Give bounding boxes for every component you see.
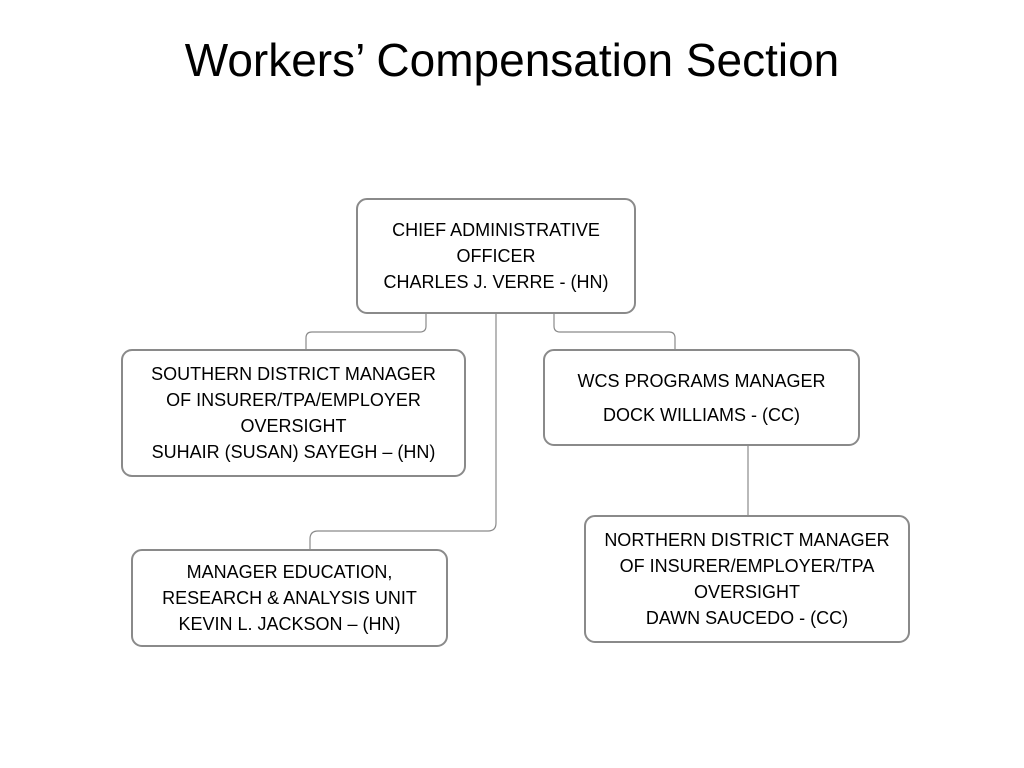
node-line: OVERSIGHT [693, 582, 800, 602]
node-line: OVERSIGHT [240, 416, 347, 436]
node-line: WCS PROGRAMS MANAGER [577, 370, 826, 391]
org-node-southern-district-manager [121, 349, 466, 477]
node-line: DAWN SAUCEDO - (CC) [645, 608, 849, 628]
node-line: KEVIN L. JACKSON – (HN) [178, 614, 401, 634]
page-title: Workers’ Compensation Section [184, 34, 840, 86]
node-line: DOCK WILLIAMS - (CC) [602, 404, 800, 425]
node-line: CHIEF ADMINISTRATIVE [392, 220, 600, 240]
node-line: RESEARCH & ANALYSIS UNIT [162, 588, 417, 608]
node-line: SUHAIR (SUSAN) SAYEGH – (HN) [151, 442, 436, 462]
node-line: NORTHERN DISTRICT MANAGER [604, 530, 890, 550]
org-node-wcs-programs-manager [543, 349, 860, 446]
org-node-northern-district-manager [584, 515, 910, 643]
connector-chief-wcs [554, 314, 675, 349]
org-node-manager-education-research [131, 549, 448, 647]
node-line: MANAGER EDUCATION, [186, 562, 393, 582]
org-node-chief-administrative-officer [356, 198, 636, 314]
node-line: OF INSURER/EMPLOYER/TPA [619, 556, 875, 576]
node-line: OFFICER [456, 246, 536, 266]
connector-chief-southern [306, 314, 426, 349]
node-line: SOUTHERN DISTRICT MANAGER [151, 364, 436, 384]
node-line: CHARLES J. VERRE - (HN) [383, 272, 609, 292]
node-line: OF INSURER/TPA/EMPLOYER [166, 390, 421, 410]
